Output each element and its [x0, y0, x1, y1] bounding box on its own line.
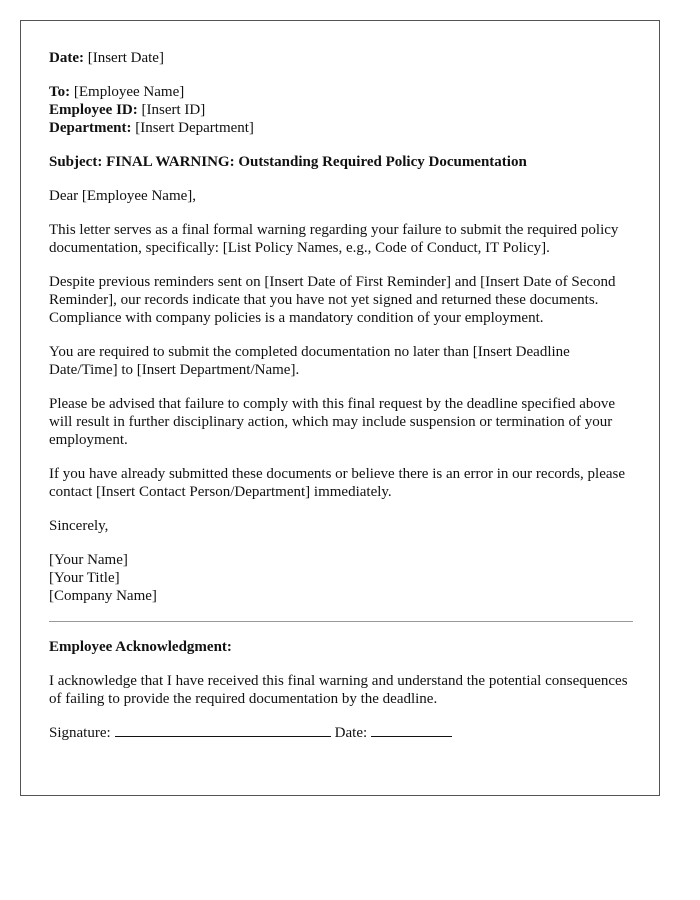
to-label: To: — [49, 84, 71, 100]
employee-id-value: [Insert ID] — [141, 102, 206, 118]
body-paragraph-5: If you have already submitted these documents or believe there is an error in our records, please contact [Insert Contact Person/Department] immediately. — [49, 466, 626, 500]
section-divider — [49, 621, 633, 622]
date-label: Date: — [49, 50, 84, 66]
department-label: Department: — [49, 120, 132, 136]
department-line — [49, 119, 634, 137]
date-value: [Insert Date] — [87, 50, 164, 66]
recipient-block — [49, 83, 634, 137]
employee-id-line — [49, 101, 634, 119]
date-line — [49, 49, 634, 67]
signature-row — [49, 724, 634, 742]
letter-page — [20, 20, 660, 796]
to-line — [49, 83, 634, 101]
body-paragraph-1: This letter serves as a final formal warning regarding your failure to submit the required policy documentation, specifically: [List Policy Names, e.g., Code of Conduct, IT Policy]. — [49, 222, 619, 256]
body-paragraph-3: You are required to submit the completed documentation no later than [Insert Deadline Date/Time] to [Insert Department/Name]. — [49, 344, 570, 378]
sender-title: [Your Title] — [49, 570, 120, 586]
letter-content — [49, 49, 634, 742]
acknowledgment-text: I acknowledge that I have received this final warning and understand the potential consequences of failing to provide the required documentation by the deadline. — [49, 673, 628, 707]
salutation: Dear [Employee Name], — [49, 188, 197, 204]
sender-name: [Your Name] — [49, 552, 128, 568]
sender-company: [Company Name] — [49, 588, 157, 604]
signature-label: Signature: — [49, 725, 111, 741]
to-value: [Employee Name] — [73, 84, 185, 100]
employee-id-label: Employee ID: — [49, 102, 138, 118]
body-paragraph-4: Please be advised that failure to comply with this final request by the deadline specified above will result in further disciplinary action, which may include suspension or termination of your employment. — [49, 396, 616, 448]
department-value: [Insert Department] — [135, 120, 254, 136]
signature-block — [49, 551, 634, 605]
closing: Sincerely, — [49, 518, 109, 534]
signature-field[interactable] — [115, 724, 331, 737]
body-paragraph-2: Despite previous reminders sent on [Insert Date of First Reminder] and [Insert Date of Second Reminder], our records indicate that you have not yet signed and returned these documents. Compliance with company policies is a mandatory condition of your employment. — [49, 274, 616, 326]
subject-line: Subject: FINAL WARNING: Outstanding Required Policy Documentation — [49, 154, 527, 170]
acknowledgment-date-field[interactable] — [371, 724, 452, 737]
acknowledgment-heading: Employee Acknowledgment: — [49, 639, 232, 655]
acknowledgment-date-label: Date: — [334, 725, 368, 741]
